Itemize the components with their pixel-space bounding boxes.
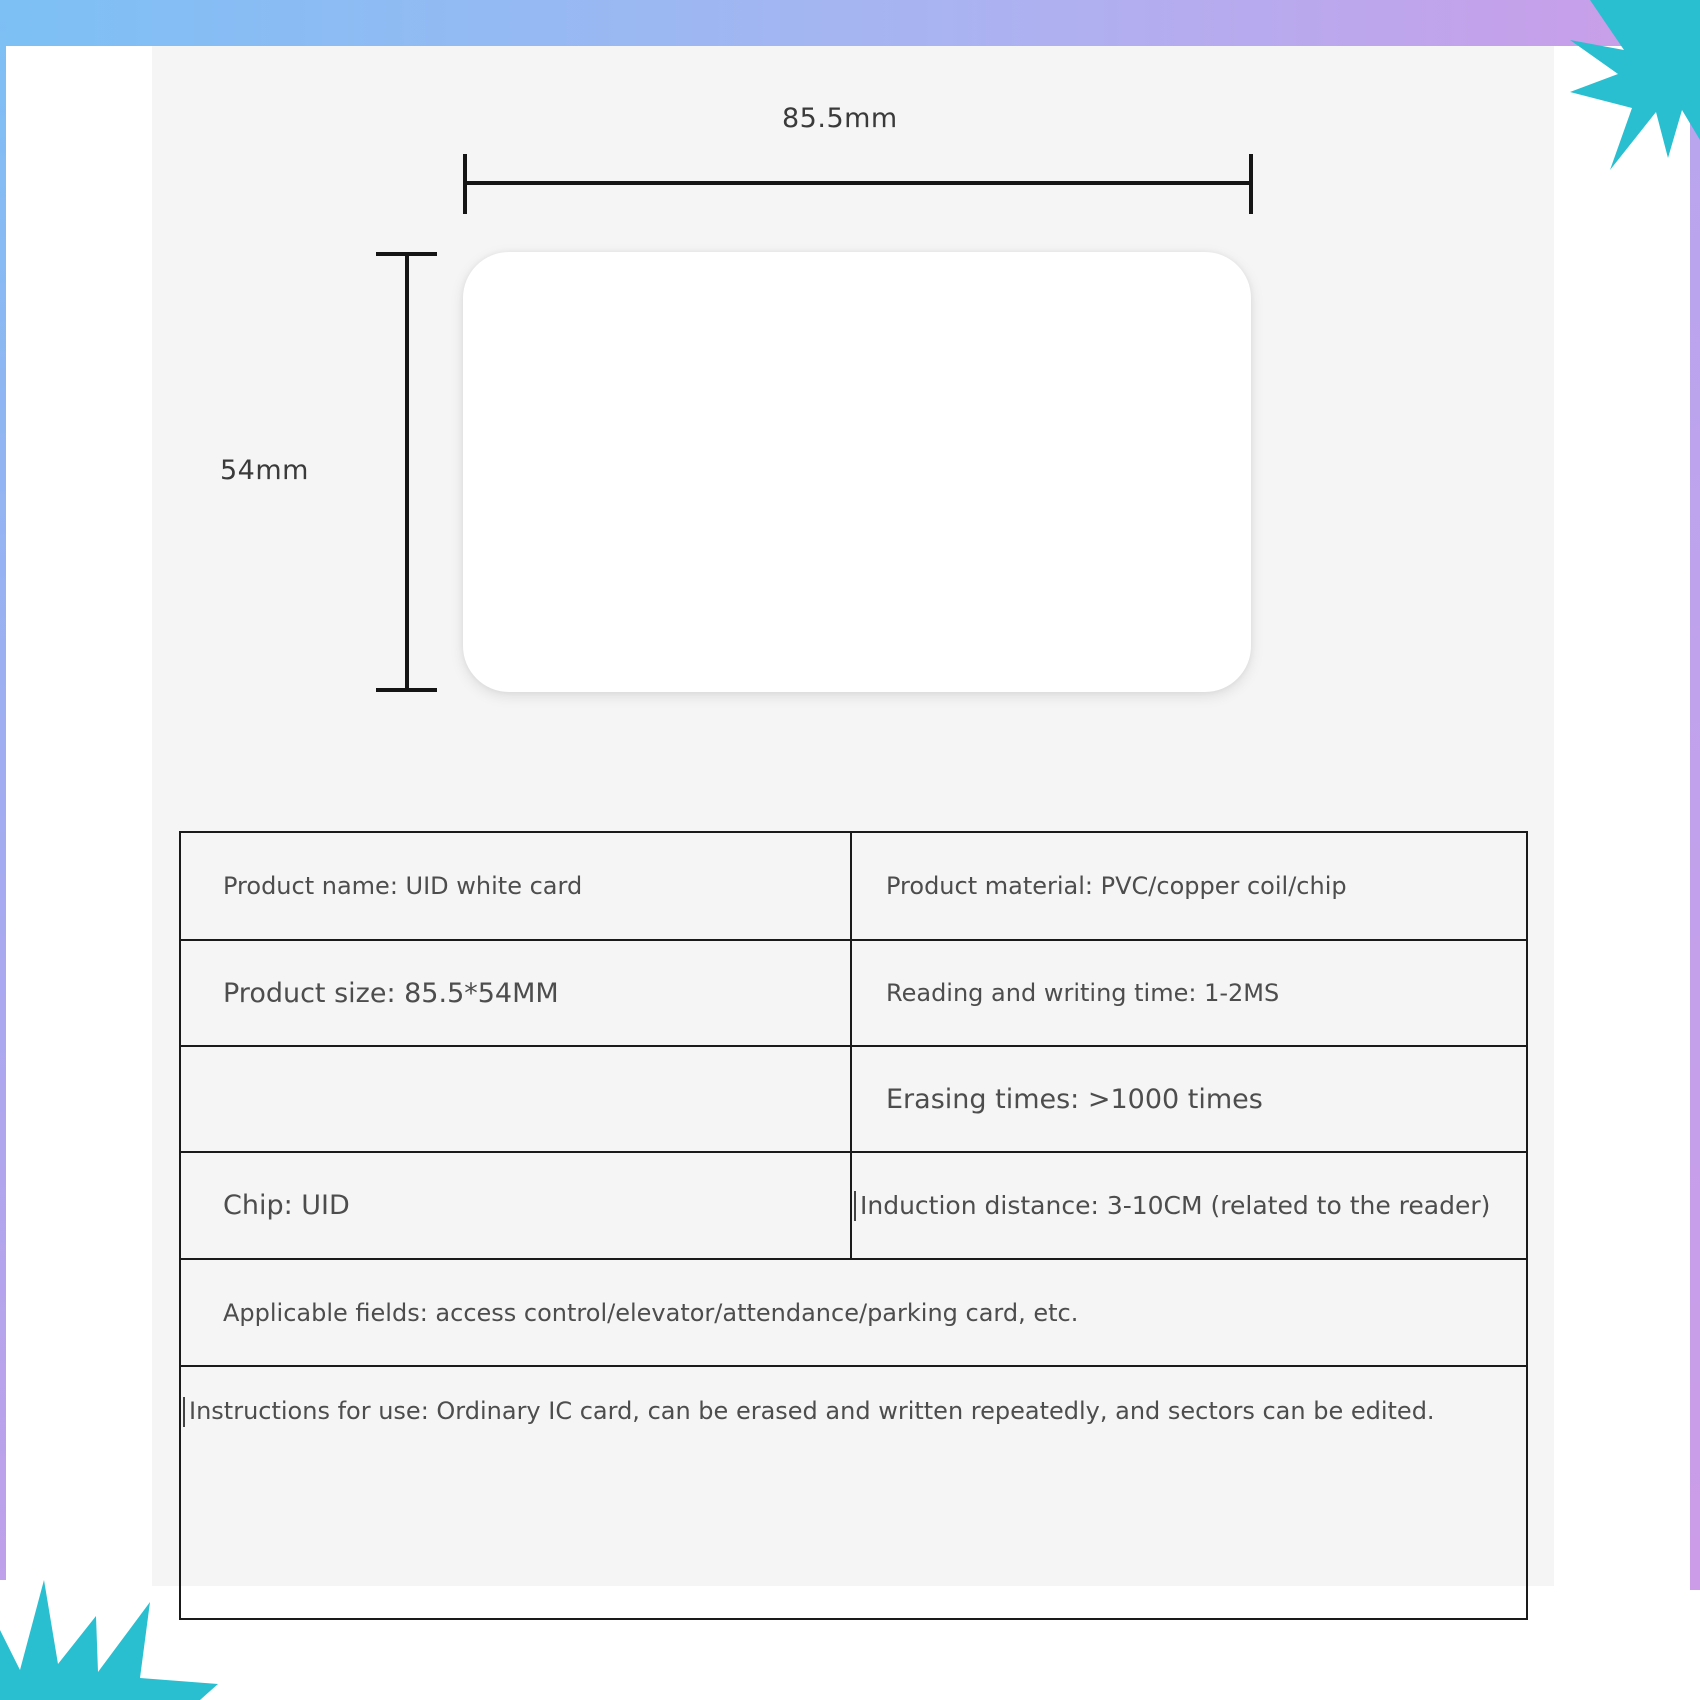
spec-table: [179, 831, 1528, 1620]
card-width-label: 85.5mm: [782, 103, 898, 134]
read-write-time-cell: [852, 941, 1526, 1045]
text-cursor-mark: [183, 1397, 185, 1427]
product-name-cell: [181, 833, 852, 939]
table-row: [181, 1153, 1526, 1260]
applicable-fields-cell: [181, 1260, 1526, 1365]
read-write-time-text: Reading and writing time: 1-2MS: [886, 979, 1280, 1007]
card-height-label: 54mm: [220, 455, 309, 486]
chip-cell: [181, 1153, 852, 1258]
induction-distance-cell: [852, 1153, 1526, 1258]
table-row: [181, 833, 1526, 941]
table-row: [181, 941, 1526, 1047]
product-material-cell: [852, 833, 1526, 939]
empty-cell: [181, 1047, 852, 1151]
blank-card-image: [463, 252, 1251, 692]
table-row: [181, 1260, 1526, 1367]
instructions-cell: [181, 1367, 1526, 1618]
instructions-text: Instructions for use: Ordinary IC card, can be erased and written repeatedly, and sectors can be edited.: [189, 1397, 1435, 1425]
product-material-text: Product material: PVC/copper coil/chip: [886, 872, 1347, 900]
table-row: [181, 1367, 1526, 1618]
product-size-cell: [181, 941, 852, 1045]
erasing-times-cell: [852, 1047, 1526, 1151]
text-cursor-mark: [854, 1191, 856, 1221]
product-size-text: Product size: 85.5*54MM: [223, 977, 559, 1009]
applicable-fields-text: Applicable fields: access control/elevator/attendance/parking card, etc.: [223, 1298, 1079, 1327]
table-row: [181, 1047, 1526, 1153]
induction-distance-text: Induction distance: 3-10CM (related to the reader): [860, 1191, 1491, 1220]
erasing-times-text: Erasing times: >1000 times: [886, 1083, 1263, 1115]
chip-text: Chip: UID: [223, 1190, 350, 1221]
product-name-text: Product name: UID white card: [223, 872, 583, 900]
